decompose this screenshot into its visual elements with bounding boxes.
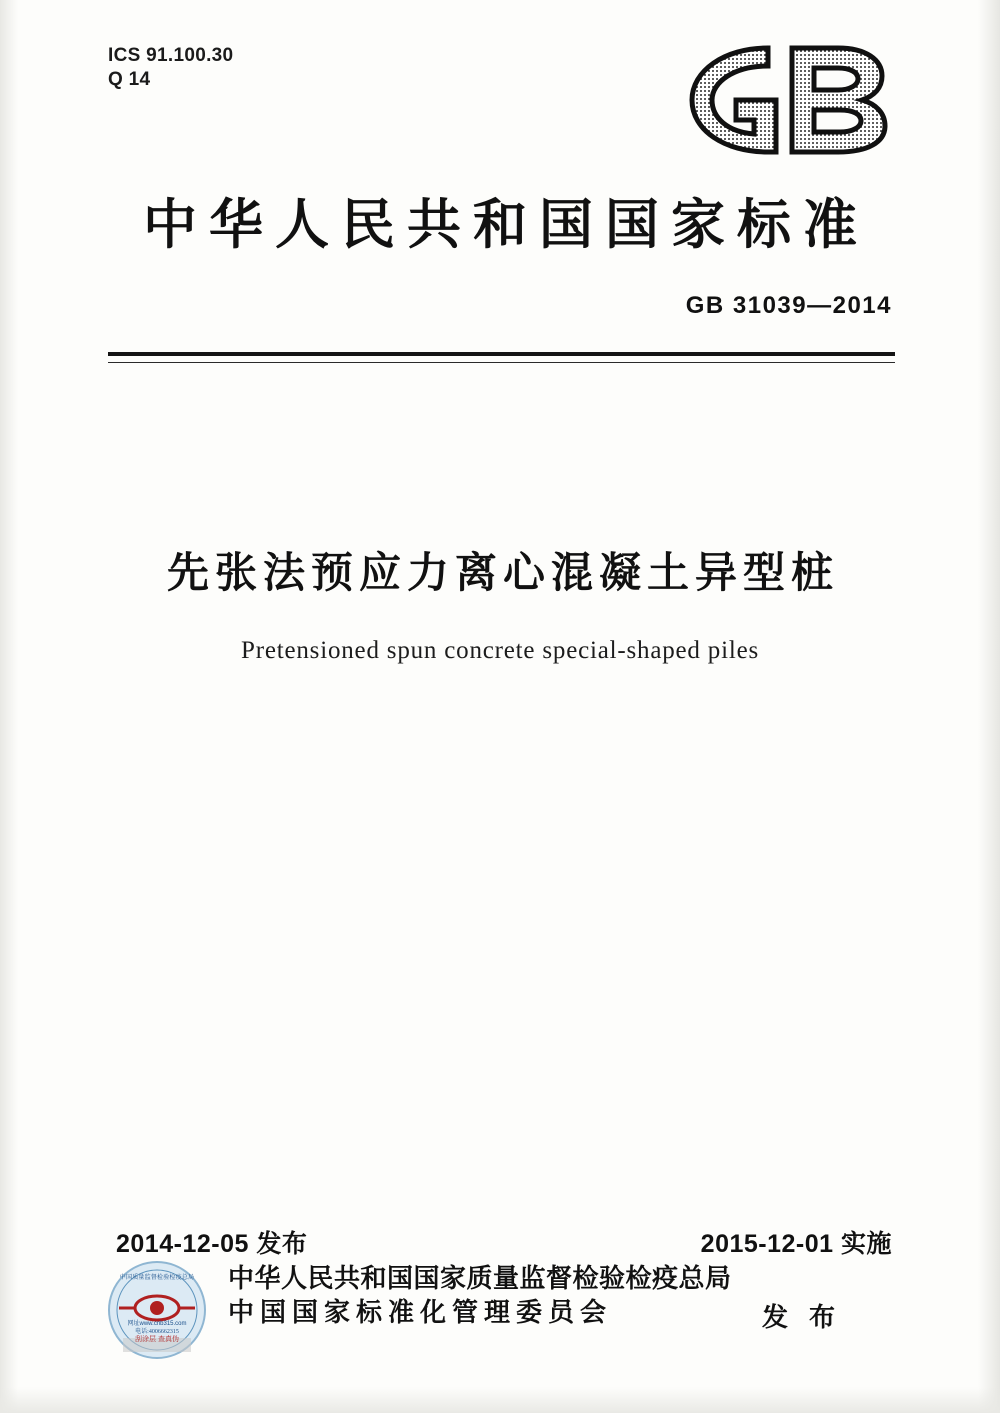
implementation-date: 2015-12-01 实施	[700, 1230, 892, 1258]
issue-word: 发 布	[762, 1303, 842, 1333]
issuer-line-1: 中华人民共和国国家质量监督检验检疫总局	[228, 1264, 732, 1294]
seal-site-text: 网址www.cnb315.com	[127, 1321, 187, 1327]
issuer-block	[228, 1262, 732, 1331]
standard-number: GB 31039—2014	[685, 292, 892, 319]
anti-counterfeit-seal-icon	[105, 1258, 209, 1362]
issue-date: 2014-12-05 发布	[116, 1230, 308, 1258]
national-standard-title: 中华人民共和国国家标准	[143, 192, 869, 256]
seal-top-text: 中国质量监督检验检疫总局	[119, 1275, 195, 1281]
gb-logo-icon	[680, 38, 895, 163]
ics-code: ICS 91.100.30	[108, 45, 234, 66]
ics-block	[108, 44, 233, 93]
divider-thin	[108, 362, 895, 363]
classification-code: Q 14	[108, 69, 151, 91]
scan-edge-bottom	[0, 1387, 1000, 1413]
document-title-english: Pretensioned spun concrete special-shaped piles	[241, 637, 759, 664]
document-title-chinese: 先张法预应力离心混凝土异型桩	[166, 548, 839, 597]
seal-phone-text: 电话:4006662315	[135, 1329, 179, 1335]
issuer-line-2: 中国国家标准化管理委员会	[228, 1298, 613, 1329]
seal-bottom-text: 刮涂层 查真伪	[135, 1336, 179, 1343]
divider-thick	[108, 352, 895, 356]
